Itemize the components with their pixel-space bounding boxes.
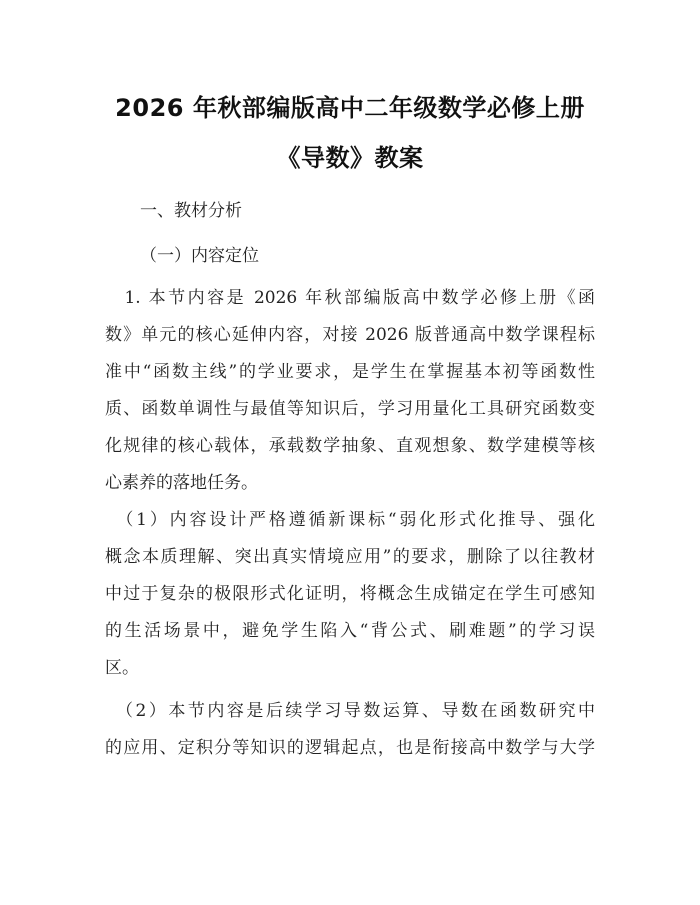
paragraph-line: 区。 <box>105 658 139 678</box>
document-title-line-2: 《导数》教案 <box>276 144 424 172</box>
paragraph-1 <box>105 280 595 502</box>
paragraph-line: （1）内容设计严格遵循新课标“弱化形式化推导、强化 <box>105 510 595 530</box>
document-title-line-1: 2026 年秋部编版高中二年级数学必修上册 <box>115 94 585 122</box>
paragraph-line: 中过于复杂的极限形式化证明，将概念生成锚定在学生可感知 <box>105 584 595 604</box>
paragraph-line: 心素养的落地任务。 <box>105 473 258 493</box>
paragraph-line: 质、函数单调性与最值等知识后，学习用量化工具研究函数变 <box>105 399 595 419</box>
paragraph-line: 1. 本节内容是 2026 年秋部编版高中数学必修上册《函 <box>105 288 595 308</box>
paragraph-line: （2）本节内容是后续学习导数运算、导数在函数研究中 <box>105 701 595 721</box>
paragraph-line: 准中“函数主线”的学业要求，是学生在掌握基本初等函数性 <box>105 362 595 382</box>
paragraph-line: 化规律的核心载体，承载数学抽象、直观想象、数学建模等核 <box>105 436 595 456</box>
paragraph-2 <box>105 502 595 687</box>
paragraph-line: 概念本质理解、突出真实情境应用”的要求，删除了以往教材 <box>105 547 595 567</box>
paragraph-3 <box>105 693 595 767</box>
subsection-heading: （一）内容定位 <box>140 246 259 266</box>
paragraph-line: 的生活场景中，避免学生陷入“背公式、刷难题”的学习误 <box>105 621 595 641</box>
section-heading: 一、教材分析 <box>140 201 242 221</box>
paragraph-line: 的应用、定积分等知识的逻辑起点，也是衔接高中数学与大学 <box>105 738 595 758</box>
paragraph-line: 数》单元的核心延伸内容，对接 2026 版普通高中数学课程标 <box>105 325 595 345</box>
